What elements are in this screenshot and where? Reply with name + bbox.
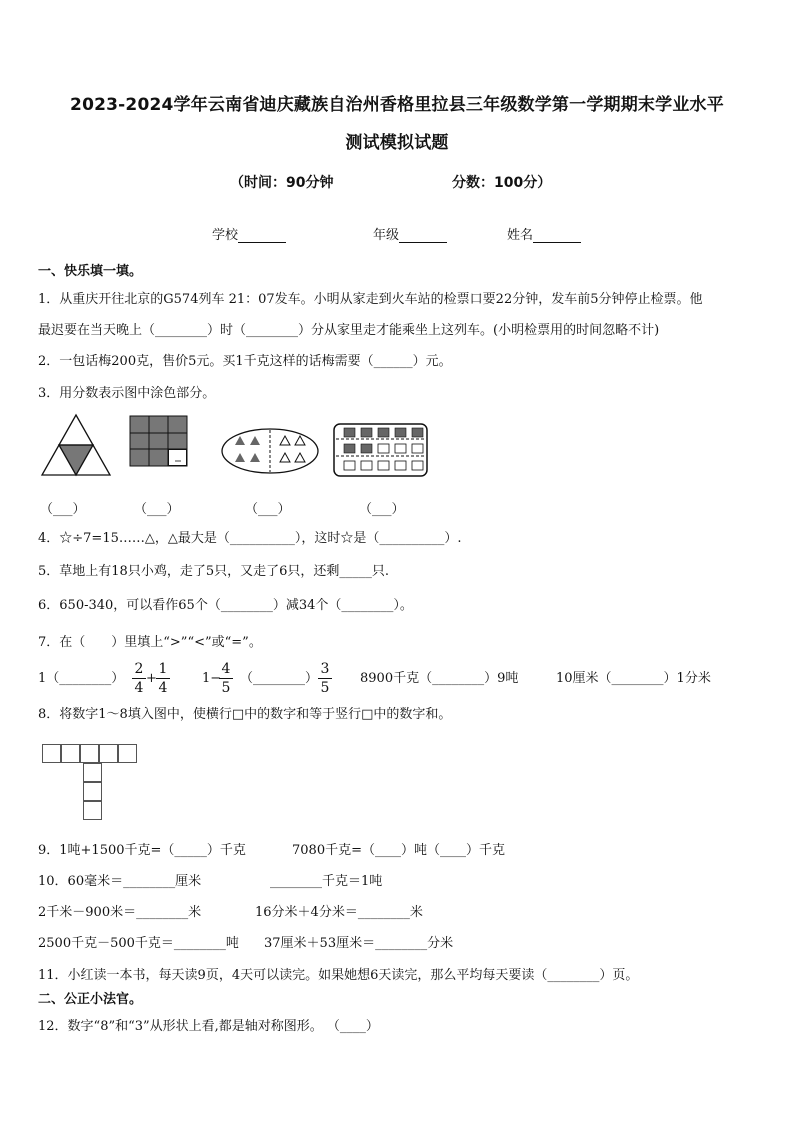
question-3-answer-c[interactable]: （___）	[245, 502, 291, 517]
fraction-denominator: 4	[158, 680, 168, 696]
grid-cell[interactable]	[99, 744, 118, 763]
grid-cell[interactable]	[118, 744, 137, 763]
grid-cell[interactable]	[42, 744, 61, 763]
question-10f: 37厘米＋53厘米＝________分米	[264, 936, 454, 951]
fraction-denominator: 5	[221, 680, 231, 696]
question-6: 6．650-340，可以看作65个（________）减34个（________）。	[38, 598, 413, 613]
question-5: 5．草地上有18只小鸡，走了5只，又走了6只，还剩_____只.	[38, 564, 389, 579]
school-label: 学校	[212, 228, 239, 243]
school-field	[212, 224, 286, 243]
question-10d: 16分米＋4分米＝________米	[255, 905, 423, 920]
compare-2-blank[interactable]: （________）	[240, 671, 319, 686]
name-blank[interactable]	[533, 228, 581, 243]
question-9a: 9．1吨+1500千克=（_____）千克	[38, 843, 246, 858]
one-minus: 1−	[202, 671, 222, 686]
compare-1-left[interactable]: 1（________）	[38, 671, 125, 686]
fraction-4-5	[219, 661, 233, 696]
exam-score: 分数：100分）	[452, 175, 552, 191]
exam-time: （时间：90分钟	[230, 175, 334, 191]
compare-3[interactable]: 8900千克（________）9吨	[360, 671, 519, 686]
section-1-heading: 一、快乐填一填。	[38, 264, 143, 279]
question-3-answer-b[interactable]: （___）	[134, 502, 180, 517]
page-title-line2: 测试模拟试题	[345, 133, 449, 153]
fraction-numerator: 4	[221, 661, 231, 677]
question-1-line2: 最迟要在当天晚上（________）时（________）分从家里走才能乘坐上这列车。(小明检票用的时间忽略不计)	[38, 323, 660, 338]
question-1-line1: 1．从重庆开往北京的G574列车 21：07发车。小明从家走到火车站的检票口要22分钟，发车前5分钟停止检票。他	[38, 292, 703, 307]
question-11: 11．小红读一本书，每天读9页，4天可以读完。如果她想6天读完，那么平均每天要读（________）页。	[38, 968, 639, 983]
question-7-intro: 7．在（ ）里填上“>”“<”或“=”。	[38, 635, 262, 650]
fraction-numerator: 3	[320, 661, 330, 677]
question-10a: 10．60毫米＝________厘米	[38, 874, 202, 889]
fraction-2-4	[132, 661, 146, 696]
question-10e: 2500千克－500千克＝________吨	[38, 936, 239, 951]
grid-cell[interactable]	[61, 744, 80, 763]
question-9b: 7080千克=（____）吨（____）千克	[292, 843, 505, 858]
section-2-heading: 二、公正小法官。	[38, 992, 143, 1007]
compare-4[interactable]: 10厘米（________）1分米	[556, 671, 711, 686]
question-3-figures	[0, 410, 794, 490]
fraction-1-4	[156, 661, 170, 696]
ellipse-figure	[222, 429, 318, 473]
question-2: 2．一包话梅200克，售价5元。买1千克这样的话梅需要（______）元。	[38, 354, 452, 369]
question-3-answer-a[interactable]: （___）	[40, 502, 86, 517]
grid-rect-figure	[130, 416, 187, 466]
name-label: 姓名	[507, 228, 534, 243]
plus-sign: +	[146, 671, 157, 686]
name-field	[507, 224, 581, 243]
grid-cell[interactable]	[80, 744, 99, 763]
question-12: 12．数字“8”和“3”从形状上看,都是轴对称图形。 （____）	[38, 1019, 379, 1034]
boxes-figure	[334, 424, 427, 476]
grid-cell[interactable]	[83, 763, 102, 782]
question-3: 3．用分数表示图中涂色部分。	[38, 386, 216, 401]
school-blank[interactable]	[238, 228, 286, 243]
grade-blank[interactable]	[399, 228, 447, 243]
fraction-denominator: 4	[134, 680, 144, 696]
question-3-answer-d[interactable]: （___）	[359, 502, 405, 517]
grid-cell[interactable]	[83, 782, 102, 801]
question-10c: 2千米－900米＝________米	[38, 905, 202, 920]
question-10b: ________千克＝1吨	[270, 874, 383, 889]
fraction-denominator: 5	[320, 680, 330, 696]
question-8: 8．将数字1～8填入图中，使横行□中的数字和等于竖行□中的数字和。	[38, 707, 452, 722]
grid-cell[interactable]	[83, 801, 102, 820]
fraction-numerator: 1	[158, 661, 168, 677]
grade-field	[373, 224, 447, 243]
grade-label: 年级	[373, 228, 400, 243]
fraction-numerator: 2	[134, 661, 144, 677]
triangle-figure	[42, 415, 110, 475]
question-4: 4．☆÷7=15……△，△最大是（__________），这时☆是（__________）.	[38, 531, 462, 546]
fraction-3-5	[318, 661, 332, 696]
page-title: 2023-2024学年云南省迪庆藏族自治州香格里拉县三年级数学第一学期期末学业水平	[70, 95, 724, 115]
